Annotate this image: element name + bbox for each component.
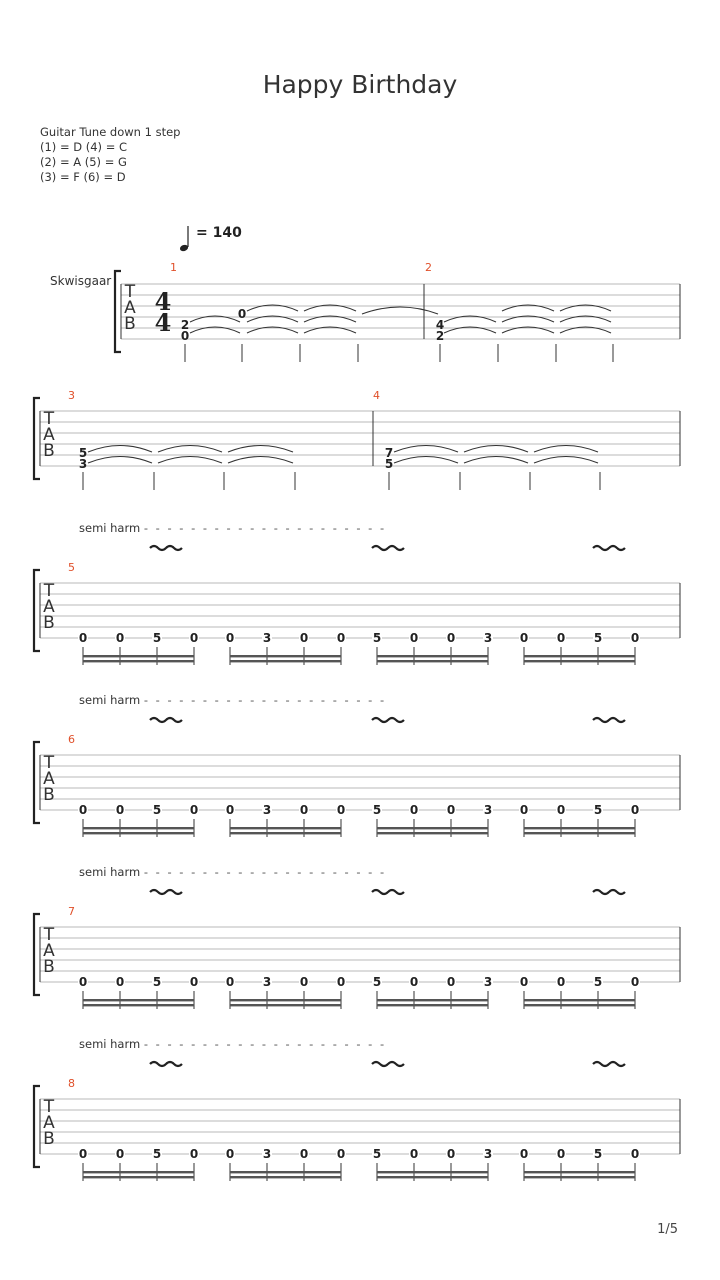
tab-letter: A [43,425,55,445]
beam [524,827,635,829]
beam [377,1171,488,1173]
tab-letter: B [43,441,55,461]
tie-arc [394,446,458,453]
fret-number: 0 [336,631,346,645]
tab-letter: A [43,941,55,961]
fret-number: 0 [225,1147,235,1161]
fret-number: 0 [299,975,309,989]
beam [524,832,635,834]
tie-arc [362,307,438,314]
beam [524,999,635,1001]
beam [230,1171,341,1173]
tuning-line: (3) = F (6) = D [40,170,126,184]
fret-number: 5 [152,975,162,989]
tab-letter: B [43,613,55,633]
fret-number: 0 [189,803,199,817]
beam [524,660,635,662]
fret-number: 0 [78,631,88,645]
fret-number: 0 [115,631,125,645]
vibrato-icon [372,718,404,722]
beam [230,832,341,834]
fret-number: 4 [435,318,445,332]
fret-number: 5 [372,1147,382,1161]
fret-number: 3 [483,1147,493,1161]
beam [83,1004,194,1006]
technique-dashes: - - - - - - - - - - - - - - - - - - - - - [143,693,387,707]
fret-number: 0 [115,1147,125,1161]
fret-number: 0 [336,975,346,989]
measure-number: 1 [170,261,177,274]
tuning-line: (1) = D (4) = C [40,140,128,154]
fret-number: 0 [78,975,88,989]
fret-number: 0 [336,1147,346,1161]
time-signature-top: 4 [154,287,172,316]
system-bracket [34,398,40,479]
fret-number: 5 [593,803,603,817]
tab-letter: B [43,785,55,805]
fret-number: 5 [78,446,88,460]
tab-letter: A [43,769,55,789]
fret-number: 0 [556,1147,566,1161]
fret-number: 0 [519,803,529,817]
fret-number: 5 [593,631,603,645]
tab-letter: A [43,1113,55,1133]
fret-number: 0 [519,975,529,989]
fret-number: 0 [115,975,125,989]
tab-letter: T [43,409,55,429]
tempo-marking: = 140 [196,225,242,241]
fret-number: 0 [189,975,199,989]
system-bracket [34,914,40,995]
fret-number: 0 [630,975,640,989]
tie-arc [534,446,598,453]
fret-number: 0 [409,631,419,645]
technique-dashes: - - - - - - - - - - - - - - - - - - - - - [143,865,387,879]
instrument-name: Skwisgaar [50,274,112,288]
fret-number: 3 [262,1147,272,1161]
tie-arc [228,457,293,464]
tie-arc [88,457,152,464]
fret-number: 0 [446,803,456,817]
beam [524,655,635,657]
fret-number: 0 [630,803,640,817]
tie-arc [88,446,152,453]
fret-number: 0 [519,1147,529,1161]
fret-number: 0 [299,1147,309,1161]
technique-label: semi harm [79,693,141,707]
beam [230,1004,341,1006]
tab-letter: T [43,1097,55,1117]
fret-number: 5 [152,803,162,817]
beam [377,660,488,662]
vibrato-icon [593,718,625,722]
system-bracket [34,742,40,823]
fret-number: 0 [446,975,456,989]
vibrato-icon [150,718,182,722]
tie-arc [534,457,598,464]
vibrato-icon [372,1062,404,1066]
fret-number: 5 [384,457,394,471]
fret-number: 0 [630,631,640,645]
fret-number: 0 [180,329,190,343]
beam [83,827,194,829]
tab-letter: B [124,314,136,334]
fret-number: 0 [225,975,235,989]
fret-number: 0 [78,1147,88,1161]
fret-number: 5 [372,975,382,989]
measure-number: 7 [68,905,75,918]
measure-number: 5 [68,561,75,574]
vibrato-icon [150,1062,182,1066]
beam [377,1176,488,1178]
tab-letter: B [43,957,55,977]
fret-number: 0 [409,975,419,989]
fret-number: 0 [556,631,566,645]
fret-number: 0 [336,803,346,817]
fret-number: 0 [556,975,566,989]
system-bracket [34,570,40,651]
vibrato-icon [372,890,404,894]
vibrato-icon [593,1062,625,1066]
beam [524,1176,635,1178]
fret-number: 3 [483,975,493,989]
tie-arc [464,446,528,453]
measure-number: 2 [425,261,432,274]
tuning-line: (2) = A (5) = G [40,155,127,169]
beam [83,655,194,657]
fret-number: 0 [225,631,235,645]
fret-number: 0 [409,1147,419,1161]
fret-number: 5 [593,975,603,989]
technique-dashes: - - - - - - - - - - - - - - - - - - - - - [143,1037,387,1051]
beam [83,660,194,662]
fret-number: 5 [372,803,382,817]
tab-letter: A [43,597,55,617]
beam [377,1004,488,1006]
vibrato-icon [150,546,182,550]
beam [524,1004,635,1006]
fret-number: 5 [152,1147,162,1161]
fret-number: 5 [152,631,162,645]
song-title: Happy Birthday [262,70,458,99]
beam [377,827,488,829]
beam [230,999,341,1001]
tie-arc [158,446,222,453]
measure-number: 8 [68,1077,75,1090]
tie-arc [464,457,528,464]
measure-number: 3 [68,389,75,402]
measure-number: 4 [373,389,380,402]
fret-number: 0 [446,631,456,645]
fret-number: 5 [593,1147,603,1161]
fret-number: 3 [262,803,272,817]
tab-letter: T [43,925,55,945]
fret-number: 3 [483,803,493,817]
fret-number: 2 [435,329,445,343]
fret-number: 0 [115,803,125,817]
tab-letter: B [43,1129,55,1149]
fret-number: 0 [519,631,529,645]
measure-number: 6 [68,733,75,746]
fret-number: 3 [78,457,88,471]
vibrato-icon [150,890,182,894]
vibrato-icon [593,546,625,550]
beam [230,827,341,829]
beam [230,655,341,657]
beam [83,1176,194,1178]
beam [230,660,341,662]
tab-letter: T [43,753,55,773]
technique-dashes: - - - - - - - - - - - - - - - - - - - - - [143,521,387,535]
beam [524,1171,635,1173]
fret-number: 0 [299,631,309,645]
tab-letter: A [124,298,136,318]
beam [83,1171,194,1173]
technique-label: semi harm [79,865,141,879]
technique-label: semi harm [79,521,141,535]
fret-number: 0 [630,1147,640,1161]
fret-number: 2 [180,318,190,332]
fret-number: 5 [372,631,382,645]
beam [377,999,488,1001]
page-number: 1/5 [657,1222,678,1237]
tab-letter: T [43,581,55,601]
fret-number: 3 [262,631,272,645]
fret-number: 0 [189,1147,199,1161]
time-signature-bottom: 4 [154,308,172,337]
tuning-heading: Guitar Tune down 1 step [40,125,181,139]
fret-number: 0 [225,803,235,817]
fret-number: 0 [556,803,566,817]
fret-number: 0 [189,631,199,645]
beam [83,832,194,834]
fret-number: 7 [384,446,394,460]
tie-arc [158,457,222,464]
vibrato-icon [372,546,404,550]
fret-number: 0 [409,803,419,817]
vibrato-icon [593,890,625,894]
beam [230,1176,341,1178]
tab-letter: T [124,282,136,302]
system-bracket [115,271,121,352]
fret-number: 3 [262,975,272,989]
tie-arc [228,446,293,453]
fret-number: 0 [237,307,247,321]
tie-arc [394,457,458,464]
beam [83,999,194,1001]
fret-number: 0 [78,803,88,817]
technique-label: semi harm [79,1037,141,1051]
fret-number: 0 [299,803,309,817]
fret-number: 0 [446,1147,456,1161]
system-bracket [34,1086,40,1167]
beam [377,655,488,657]
beam [377,832,488,834]
fret-number: 3 [483,631,493,645]
